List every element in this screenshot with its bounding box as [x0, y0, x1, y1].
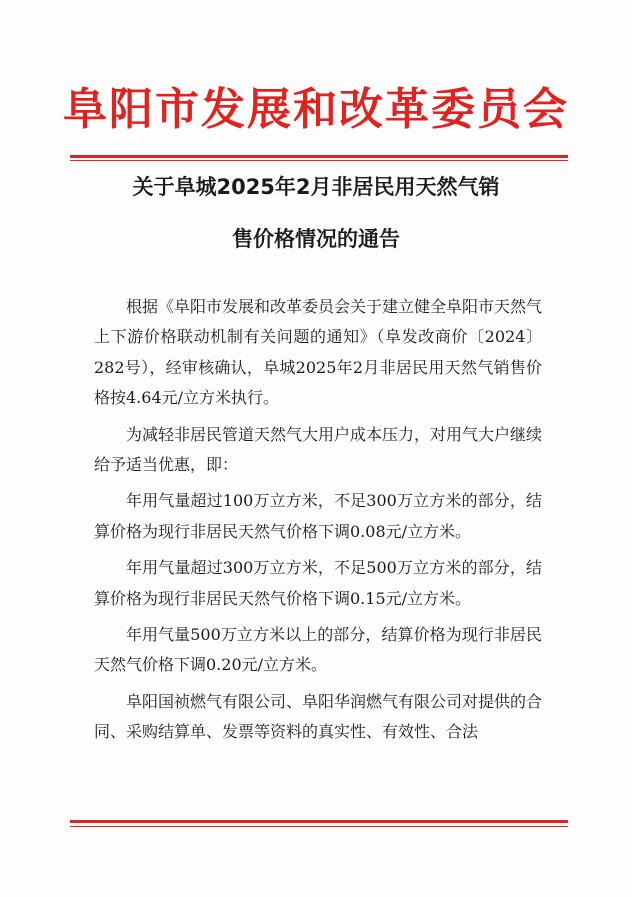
body-paragraph-tier-2: 年用气量超过300万立方米，不足500万立方米的部分，结算价格为现行非居民天然气价格下调0.15元/立方米。 [94, 558, 542, 608]
footer-red-rule-thick [70, 820, 568, 823]
footer-red-rule-thin [70, 826, 568, 827]
body-paragraph-responsibility: 阜阳国祯燃气有限公司、阜阳华润燃气有限公司对提供的合同、采购结算单、发票等资料的真实性、有效性、合法 [94, 691, 543, 742]
notice-title-line-2: 售价格情况的通告 [232, 227, 400, 251]
body-paragraph-discount-intro: 为减轻非居民管道天然气大用户成本压力，对用气大户继续给予适当优惠，即： [94, 424, 543, 475]
header-red-rule-thick [70, 155, 568, 158]
notice-title-line-1: 关于阜城2025年2月非居民用天然气销 [132, 175, 500, 199]
body-paragraph-tier-3: 年用气量500万立方米以上的部分，结算价格为现行非居民天然气价格下调0.20元/立方米。 [94, 625, 542, 675]
header-red-rule-thin [70, 160, 568, 161]
letterhead-org-name: 阜阳市发展和改革委员会 [63, 84, 569, 135]
body-paragraph-basis: 根据《阜阳市发展和改革委员会关于建立健全阜阳市天然气上下游价格联动机制有关问题的通知》（阜发改商价〔2024〕282号），经审核确认，阜城2025年2月非居民用天然气销售价格按4.64元/立方米执行。 [94, 297, 543, 408]
notice-body [94, 292, 542, 754]
body-paragraph-tier-1: 年用气量超过100万立方米，不足300万立方米的部分，结算价格为现行非居民天然气价格下调0.08元/立方米。 [94, 491, 542, 541]
